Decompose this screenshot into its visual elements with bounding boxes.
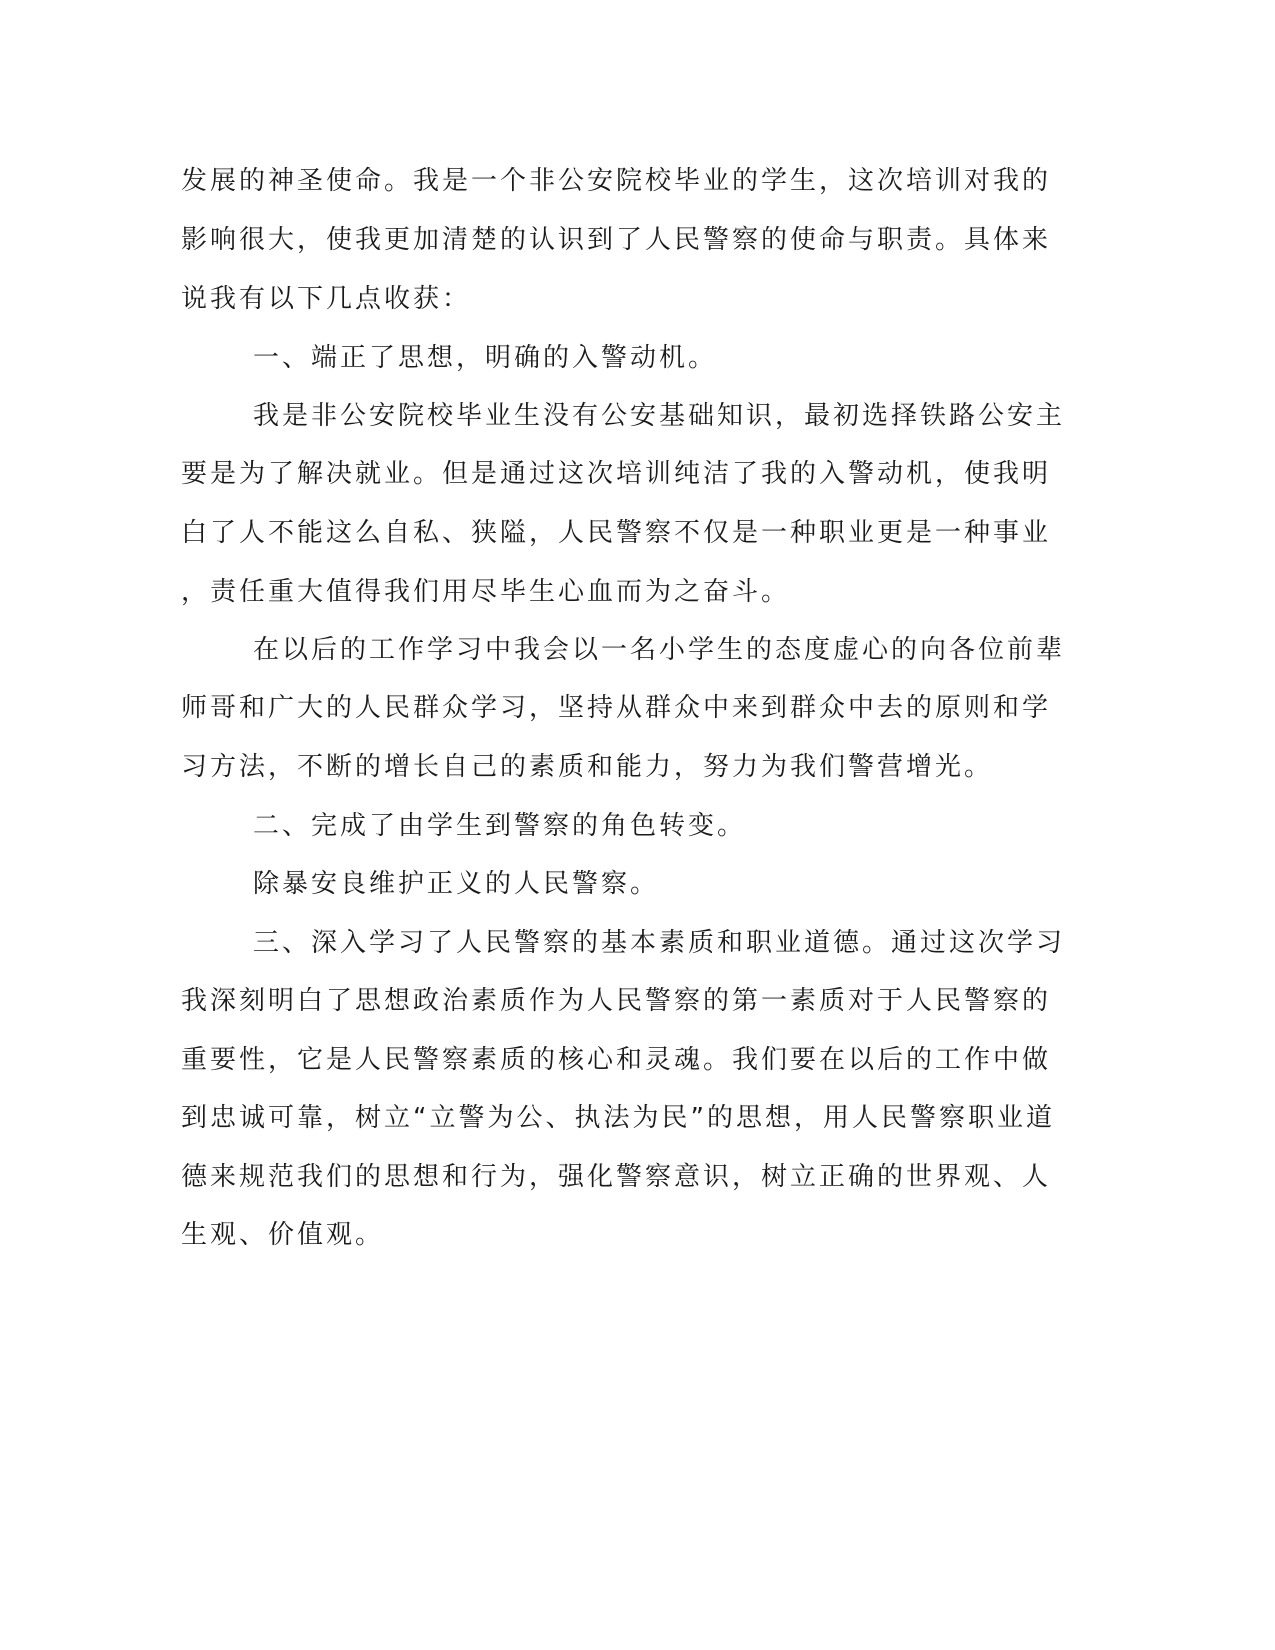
section-heading-1: 一、端正了思想，明确的入警动机。: [253, 343, 718, 373]
text-line-1: 发展的神圣使命。我是一个非公安院校毕业的学生，这次培训对我的: [181, 166, 1052, 196]
text-line-5: 我是非公安院校毕业生没有公安基础知识，最初选择铁路公安主: [253, 401, 1066, 431]
text-line-11: 习方法，不断的增长自己的素质和能力，努力为我们警营增光。: [181, 752, 994, 782]
text-line-17: 到忠诚可靠，树立“立警为公、执法为民”的思想，用人民警察职业道: [181, 1103, 1055, 1133]
text-line-15: 我深刻明白了思想政治素质作为人民警察的第一素质对于人民警察的: [181, 986, 1052, 1016]
text-line-7: 白了人不能这么自私、狭隘，人民警察不仅是一种职业更是一种事业: [181, 518, 1052, 548]
section-heading-2: 二、完成了由学生到警察的角色转变。: [253, 811, 747, 841]
text-line-3: 说我有以下几点收获：: [181, 284, 472, 314]
text-line-2: 影响很大，使我更加清楚的认识到了人民警察的使命与职责。具体来: [181, 225, 1052, 255]
section-heading-3: 三、深入学习了人民警察的基本素质和职业道德。通过这次学习: [253, 928, 1066, 958]
text-line-6: 要是为了解决就业。但是通过这次培训纯洁了我的入警动机，使我明: [181, 459, 1052, 489]
text-line-9: 在以后的工作学习中我会以一名小学生的态度虚心的向各位前辈: [253, 635, 1066, 665]
text-line-16: 重要性，它是人民警察素质的核心和灵魂。我们要在以后的工作中做: [181, 1045, 1052, 1075]
text-line-8: ，责任重大值得我们用尽毕生心血而为之奋斗。: [181, 577, 791, 607]
text-line-13: 除暴安良维护正义的人民警察。: [253, 869, 660, 899]
text-line-18: 德来规范我们的思想和行为，强化警察意识，树立正确的世界观、人: [181, 1162, 1052, 1192]
text-line-10: 师哥和广大的人民群众学习，坚持从群众中来到群众中去的原则和学: [181, 693, 1052, 723]
text-line-19: 生观、价值观。: [181, 1220, 385, 1250]
